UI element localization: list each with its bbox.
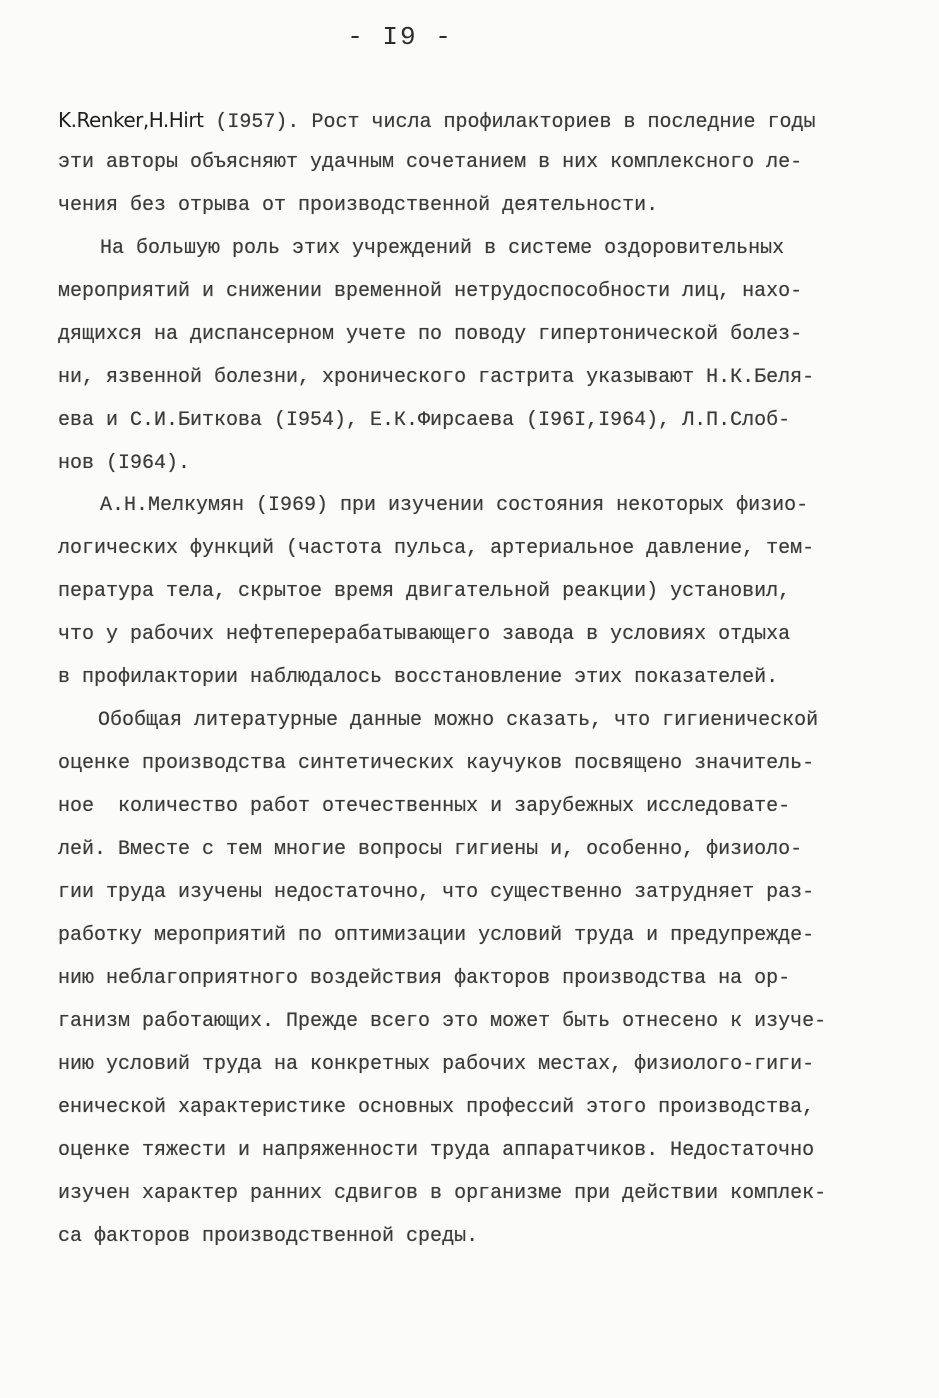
handwritten-authors: K.Renker,H.Hirt: [58, 108, 204, 132]
text-line-16: оценке производства синтетических каучуков посвящено значитель-: [58, 752, 815, 775]
text-line-4: На большую роль этих учреждений в системе оздоровительных: [100, 237, 785, 260]
text-line-18: лей. Вместе с тем многие вопросы гигиены и, особенно, физиоло-: [58, 838, 803, 861]
text-line-15: Обобщая литературные данные можно сказать, что гигиенической: [98, 709, 819, 732]
text-line-5: мероприятий и снижении временной нетрудоспособности лиц, нахо-: [58, 280, 803, 303]
text-line-1: [58, 108, 816, 135]
text-line-1-rest: (I957). Рост числа профилакториев в последние годы: [203, 111, 816, 134]
text-line-12: пература тела, скрытое время двигательной реакции) установил,: [58, 580, 791, 603]
text-line-2: эти авторы объясняют удачным сочетанием в них комплексного ле-: [58, 151, 803, 174]
text-line-20: работку мероприятий по оптимизации условий труда и предупрежде-: [58, 924, 815, 947]
text-line-13: что у рабочих нефтеперерабатывающего завода в условиях отдыха: [58, 623, 791, 646]
text-line-23: нию условий труда на конкретных рабочих местах, физиолого-гиги-: [58, 1053, 815, 1076]
text-line-9: нов (I964).: [58, 452, 191, 475]
text-line-22: ганизм работающих. Прежде всего это может быть отнесено к изуче-: [58, 1010, 827, 1033]
text-line-6: дящихся на диспансерном учете по поводу гипертонической болез-: [58, 323, 803, 346]
text-line-25: оценке тяжести и напряженности труда аппаратчиков. Недостаточно: [58, 1139, 815, 1162]
text-line-17: ное количество работ отечественных и зарубежных исследовате-: [58, 795, 791, 818]
text-line-24: енической характеристике основных профессий этого производства,: [58, 1096, 815, 1119]
text-line-10: А.Н.Мелкумян (I969) при изучении состояния некоторых физио-: [100, 494, 809, 517]
text-line-27: са факторов производственной среды.: [58, 1225, 479, 1248]
text-line-26: изучен характер ранних сдвигов в организме при действии комплек-: [58, 1182, 827, 1205]
text-line-8: ева и С.И.Биткова (I954), Е.К.Фирсаева (I96I,I964), Л.П.Слоб-: [58, 409, 791, 432]
text-line-7: ни, язвенной болезни, хронического гастрита указывают Н.К.Беля-: [58, 366, 815, 389]
page-number: - I9 -: [347, 22, 453, 52]
text-line-11: логических функций (частота пульса, артериальное давление, тем-: [58, 537, 815, 560]
text-line-3: чения без отрыва от производственной деятельности.: [58, 194, 659, 217]
text-line-19: гии труда изучены недостаточно, что существенно затрудняет раз-: [58, 881, 815, 904]
text-line-21: нию неблагоприятного воздействия факторов производства на ор-: [58, 967, 791, 990]
text-line-14: в профилактории наблюдалось восстановление этих показателей.: [58, 666, 779, 689]
